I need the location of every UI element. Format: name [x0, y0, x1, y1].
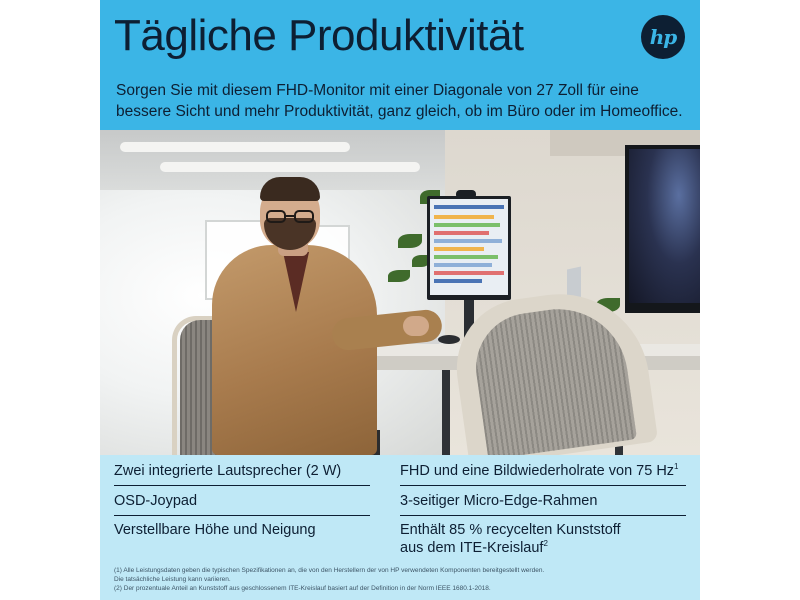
hp-logo: hp: [641, 15, 685, 59]
plant-leaf: [398, 234, 422, 248]
photo-duct: [120, 142, 350, 152]
subheading-banner: [100, 72, 700, 130]
plant-leaf: [388, 270, 410, 282]
feature-joypad: OSD-Joypad: [114, 493, 198, 509]
monitor-right-screen: [629, 149, 700, 303]
feature-recycled: Enthält 85 % recycelten Kunststoff: [400, 522, 621, 538]
feature-list: [100, 455, 700, 557]
monitor-main-screen: [430, 199, 508, 295]
glasses-right: [294, 210, 314, 223]
intro-text: Sorgen Sie mit diesem FHD-Monitor mit einer Diagonale von 27 Zoll für eine bessere Sicht und mehr Produktivität, ganz gleich, ob im Büro oder im Homeoffice.: [116, 82, 683, 120]
feature-micro-edge: 3-seitiger Micro-Edge-Rahmen: [400, 493, 598, 509]
glasses-bridge: [285, 215, 295, 217]
header-banner: [100, 0, 700, 72]
glasses-left: [266, 210, 286, 223]
feature-divider: [400, 515, 686, 516]
footnote-ref-1: 1: [674, 462, 679, 472]
feature-fhd: [400, 462, 679, 480]
page-title: Tägliche Produktivität: [114, 11, 524, 60]
product-card: [100, 0, 700, 600]
footnote-ref-2: 2: [543, 539, 548, 549]
mouse: [438, 335, 460, 344]
footnote-2: (2) Der prozentuale Anteil an Kunststoff aus geschlossenem ITE-Kreislauf basiert auf der Definition in der Norm IEEE 1680.1-2018.: [114, 585, 491, 592]
photo-duct: [160, 162, 420, 172]
feature-adjustable: Verstellbare Höhe und Neigung: [114, 522, 316, 538]
person-hand: [403, 316, 429, 336]
footnotes: [100, 557, 700, 600]
feature-divider: [114, 485, 370, 486]
feature-divider: [400, 485, 686, 486]
product-photo: [100, 130, 700, 455]
feature-speakers: Zwei integrierte Lautsprecher (2 W): [114, 463, 342, 479]
desk-leg: [442, 370, 450, 455]
footnote-1-cont: Die tatsächliche Leistung kann variieren.: [114, 576, 231, 583]
person-hair: [260, 177, 320, 201]
feature-recycled-line2-text: aus dem ITE-Kreislauf: [400, 540, 544, 556]
footnote-1: (1) Alle Leistungsdaten geben die typischen Spezifikationen an, die von den Herstellern der von HP verwendeten Komponenten bereitgestellt werden.: [114, 567, 545, 574]
feature-divider: [114, 515, 370, 516]
feature-fhd-text: FHD und eine Bildwiederholrate von 75 Hz: [400, 463, 675, 479]
monitor-main: [427, 196, 511, 300]
monitor-right: [625, 145, 700, 313]
feature-recycled-line2: [400, 539, 548, 557]
